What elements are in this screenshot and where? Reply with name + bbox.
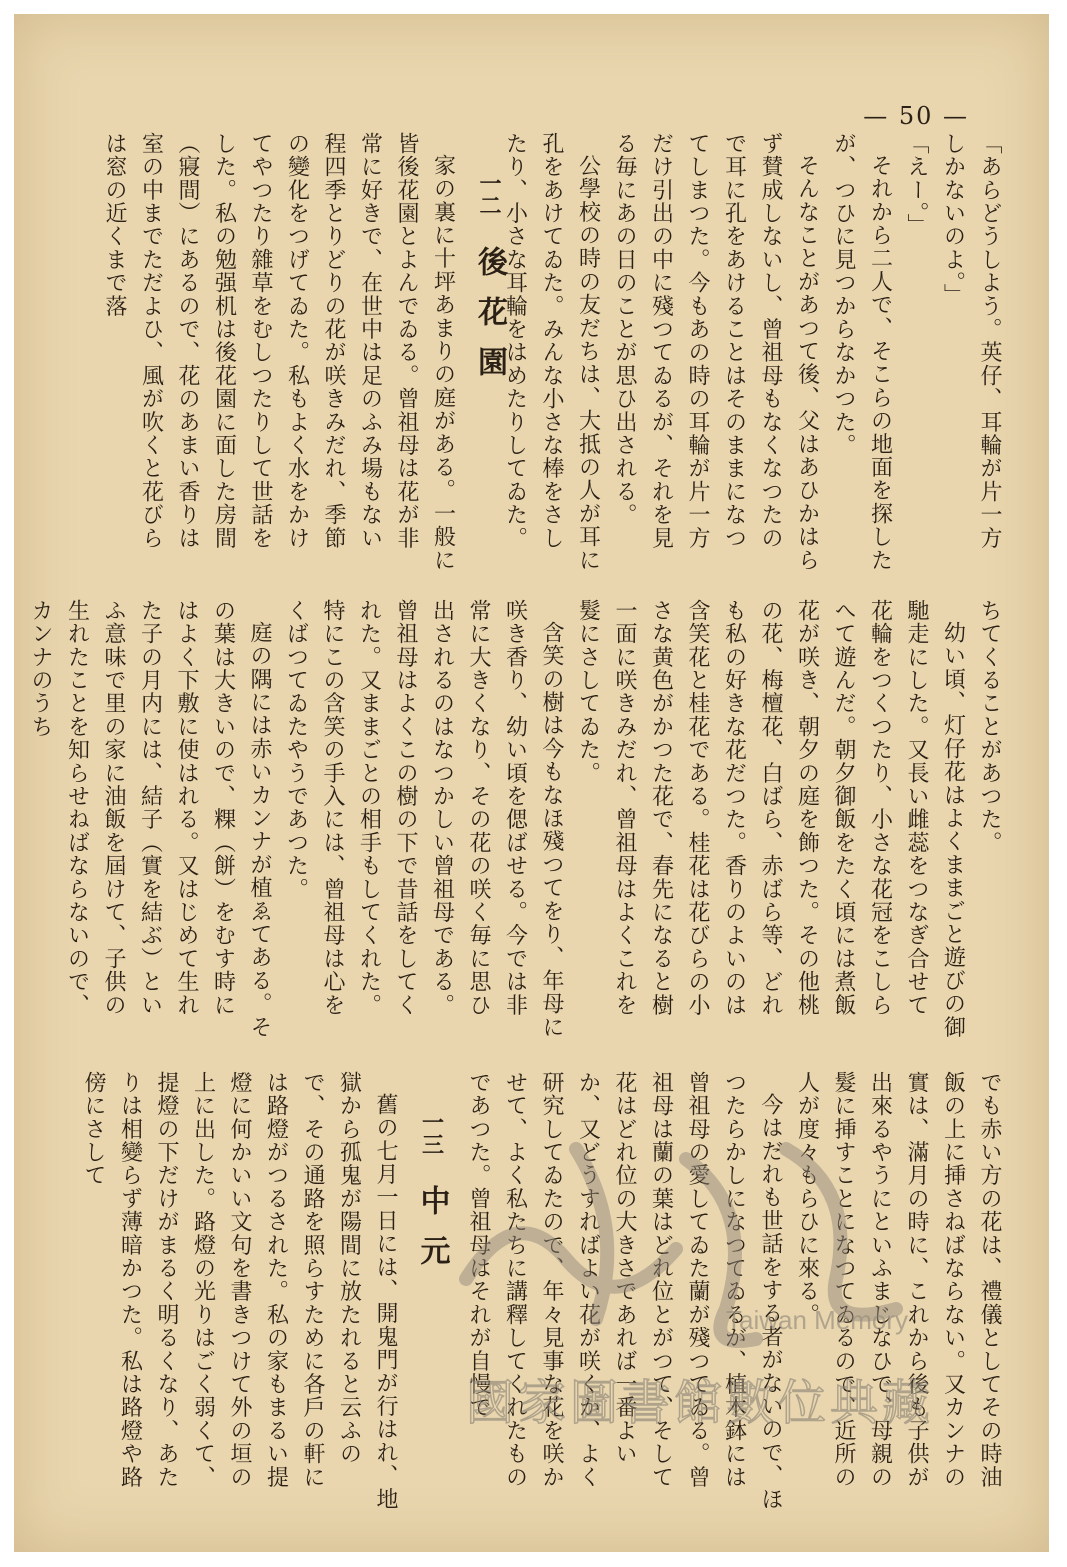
text-band-4 — [81, 1071, 1007, 1511]
paragraph: でも赤い方の花は、禮儀としてその時油飯の上に挿さねばならない。又カンナの實は、滿月の時に、これから後も子供が出來るやうにといふまじなひで、母親の髮に挿すことになつてゐるので、近所の人が度々もらひに來る。 — [794, 1071, 1002, 1489]
paragraph: ちてくることがあつた。 — [977, 599, 1002, 855]
paragraph: 庭の隅には赤いカンナが植ゑてある。その葉は大きいので、粿（餅）をむす時にはよく下敷に使はれる。又はじめて生れた子の月内には、結子（實を結ぶ）といふ意味で里の家に油飯を屆けて、子供の生れたことを知らせねばならないので、カンナのうち — [28, 599, 272, 1039]
paper-page — [14, 14, 1049, 1552]
text-band-2 — [102, 132, 517, 572]
paragraph: 今はだれも世話をする者がないので、ほつたらかしになつてゐるが、植木鉢には曾祖母の愛してゐた蘭が殘つてゐる。曾祖母は蘭の葉はどれ位とがつて、そして花はどれ位の大きさであれば一番よいか、又どうすればよい花が咲くか、よく研究してゐたので、年々見事な花を咲かせて、よく私たちに講釋してくれたものであつた。曾祖母はそれが自慢で — [466, 1071, 783, 1511]
paragraph: 「えー。」 — [904, 132, 929, 237]
paragraph: 含笑の樹は今もなほ殘つてをり、年母に咲き香り、幼い頃を偲ばせる。今では非常に大きくなり、その花の咲く毎に思ひ出されるのはなつかしい曾祖母である。曾祖母はよくこの樹の下で昔話をしてくれた。又ままごとの相手もしてくれた。特にこの含笑の手入には、曾祖母は心をくばつてゐたやうであつた。 — [283, 599, 564, 1039]
watermark-text-en: Taiwan Memory — [726, 1305, 909, 1335]
section-number: 一二 — [476, 172, 502, 216]
section-number: 一三 — [418, 1111, 445, 1155]
section-heading-garden — [471, 132, 508, 572]
paragraph: 舊の七月一日には、開鬼門が行はれ、地獄から孤鬼が陽間に放たれると云ふので、その通路を照らすために各戶の軒には路燈がつるされた。私の家もまるい提燈に何かいい文句を書きつけて外の垣の上に出した。路燈の光りはごく弱くて、提燈の下だけがまるく明るくなり、あたりは相變らず薄暗かつた。私は路燈や路傍にさして — [81, 1071, 398, 1511]
watermark-text-zh: 國家圖書館數位典藏 — [466, 1375, 935, 1431]
page-number: — 50 — — [863, 102, 969, 130]
section-title: 後花園 — [472, 246, 507, 396]
paragraph: それから二人で、そこらの地面を探したが、つひに見つからなかつた。 — [831, 132, 893, 572]
paragraph: 幼い頃、灯仔花はよくままごと遊びの御馳走にした。又長い雌蕊をつなぎ合せて花輪をつくつたり、小さな花冠をこしらへて遊んだ。朝夕御飯をたく頃には煮飯花が咲き、朝夕の庭を飾つた。その他桃の花、梅檀花、白ばら、赤ばら等、どれも私の好きな花だつた。香りのよいのは含笑花と桂花である。桂花は花びらの小さな黄色がかつた花で、春先になると樹一面に咲きみだれ、曾祖母はよくこれを髮にさしてゐた。 — [575, 599, 966, 1039]
paragraph: 公學校の時の友だちは、大抵の人が耳に孔をあけてゐた。みんな小さな棒をさしたり、小さな耳輪をはめたりしてゐた。 — [502, 132, 601, 572]
paragraph: 「あらどうしよう。英仔、耳輪が片一方しかないのよ。」 — [940, 132, 1002, 550]
paragraph: 家の裏に十坪あまりの庭がある。一般に皆後花園とよんでゐる。曾祖母は花が非常に好きで、在世中は足のふみ場もない程四季とりどりの花が咲きみだれ、季節の變化をつげてゐた。私もよく水をかけてやつたり雜草をむしつたりして世話をした。私の勉强机は後花園に面した房間（寢間）にあるので、花のあまい香りは室の中までただよひ、風が吹くと花びらは窓の近くまで落 — [102, 132, 456, 572]
text-band-1 — [502, 132, 1007, 572]
section-heading-chuugen — [413, 1071, 450, 1511]
text-band-3 — [28, 599, 1007, 1039]
paragraph: そんなことがあつて後、父はあひかはらず賛成しないし、曾祖母もなくなつたので耳に孔をあけることはそのままになつてしまつた。今もあの時の耳輪が片一方だけ引出の中に殘つてゐるが、それを見る毎にあの日のことが思ひ出される。 — [612, 132, 820, 572]
section-title: 中元 — [414, 1185, 450, 1285]
